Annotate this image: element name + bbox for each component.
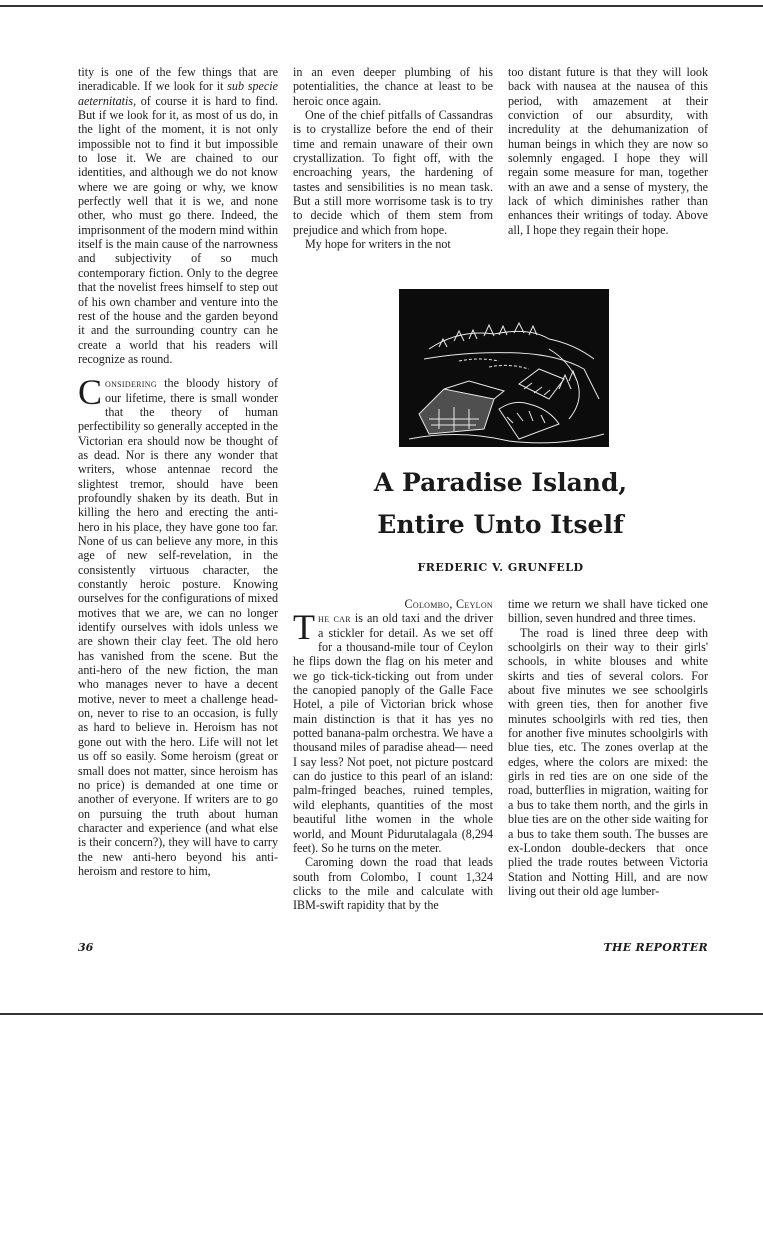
paragraph: One of the chief pitfalls of Cassandras is to crystallize before the end of their time and remain unaware of their own crystallization. To fight off, with the encroaching years, the hardening of tastes and sensibilities is no mean task. But a still more worrisome task is to try to decide which of them stem from prejudice and which from hope. — [293, 108, 493, 237]
byline: FREDERIC V. GRUNFELD — [417, 561, 584, 574]
dateline: Colombo, Ceylon — [404, 597, 493, 611]
scan-edge-bottom — [0, 1013, 763, 1015]
headline-line-1: A Paradise Island, — [373, 468, 628, 497]
paragraph — [293, 607, 494, 855]
paragraph — [78, 372, 278, 878]
page-number: 36 — [78, 941, 94, 954]
article-column-2 — [293, 65, 493, 251]
drop-cap: C — [78, 372, 103, 413]
article-column-3 — [508, 65, 708, 237]
small-caps-lead: he car — [318, 611, 351, 626]
paragraph-text: is an old taxi and the driver a stickler for detail. As we set off for a thousand-mile tour of Ceylon he flips down the flag on his meter and we go tick-tick-ticking out from under the canopied panoply of the Galle Face Hotel, a pile of Victorian brick whose main distinction is that it has yes no potted banana-palm orchestra. We have a thousand miles of paradise ahead— need I say less? Not poet, not picture postcard can do justice to this pearl of an island: palm-fringed beaches, ruined temples, wild elephants, quantities of the most beautiful lithe women in the whole world, and Mount Pidurutalagala (8,294 feet). So he turns on the meter. — [293, 611, 494, 855]
paragraph: time we return we shall have ticked one billion, seven hundred and three times. — [508, 597, 708, 626]
scan-edge-top — [0, 5, 763, 7]
magazine-name: THE REPORTER — [603, 941, 708, 954]
paragraph — [78, 65, 278, 366]
article-column-5 — [508, 597, 708, 898]
paragraph-text: tity is one of the few things that are ineradicable. If we look for it — [78, 65, 278, 94]
article-headline — [293, 462, 708, 546]
paragraph: in an even deeper plumbing of his potentialities, the chance at least to be heroic once again. — [293, 65, 493, 108]
article-column-1 — [78, 65, 278, 878]
island-sketch-icon — [399, 289, 609, 447]
paragraph: Caroming down the road that leads south from Colombo, I count 1,324 clicks to the mile and calculate with IBM-swift rapidity that by the — [293, 855, 493, 913]
island-illustration — [399, 289, 609, 447]
small-caps-lead: onsidering — [105, 376, 157, 391]
paragraph-text: of course it is hard to find. But if we look for it, as most of us do, in the light of the moment, it is not only impossible not to find it but impossible to lose it. We are chained to our identities, and although we do not know where we are going or why, we know perfectly well that it is we, and none other, who must go there. Indeed, the imprisonment of the modern mind within itself is the main cause of the narrowness and subjectivity of so much contemporary fiction. Only to the degree that the novelist frees himself to step out of his own chamber and venture into the rest of the house and the garden beyond it and the surrounding country can he create a world that his readers will recognize as round. — [78, 93, 278, 366]
italic-phrase: sub specie aeternitatis, — [78, 79, 279, 108]
paragraph-text: the bloody history of our lifetime, there is small wonder that the theory of human perfectibility so generally accepted in the Victorian era should now be thought of as dead. Nor is there any wonder that writers, whose antennae record the slightest tremor, should have been profoundly shaken by its death. But in killing the hero and erecting the anti-hero in his place, they have gone too far. None of us can believe any more, in this age of new self-revelation, in the consistently virtuous character, the constantly heroic posture. Knowing ourselves for the configurations of mixed motives that we are, we can no longer identify ourselves with idols unless we are shown their clay feet. The old hero has vanished from the scene. But the anti-hero of the new fiction, the man who manages never to have a decent motive, never to meet a challenge head-on, never to rise to an occasion, is fully as hard to believe in. Heroism has not gone out with the hero. Life will not let us off so easily. Some heroism (great or small does not matter, since heroism has no price) is demanded at one time or another of everyone. If writers are to go on pursuing the truth about human character and experience (and what else is their concern?), they will have to carry the new anti-hero beyond his anti-heroism and restore to him, — [78, 376, 278, 878]
paragraph: My hope for writers in the not — [305, 237, 451, 252]
article-column-4 — [293, 597, 493, 913]
headline-line-2: Entire Unto Itself — [377, 510, 624, 539]
paragraph: The road is lined three deep with schoolgirls on their way to their girls' schools, in white blouses and white skirts and ties of several colors. For about five minutes we see schoolgirls with green ties, then for another five minutes schoolgirls with red ties, then for another five minutes schoolgirls with blue ties, etc. The zones overlap at the edges, where the colors are mixed: the girls in red ties are on one side of the road, butterflies in migration, waiting for a bus to take them north, and the girls in blue ties are on the other side waiting for a bus to take them south. The busses are ex-London double-deckers that once plied the trade routes between Victoria Station and Notting Hill, and are now living out their old age lumber- — [508, 625, 708, 898]
paragraph: too distant future is that they will look back with nausea at the nausea of this period, with amazement at their conviction of our absurdity, with incredulity at the dehumanization of human beings in which they are now so solemnly engaged. I hope they will regain some measure for man, together with an awe and a sense of mystery, the lack of which diminishes rather than enhances their writings of today. Above all, I hope they regain their hope. — [508, 65, 708, 237]
drop-cap: T — [293, 607, 315, 648]
